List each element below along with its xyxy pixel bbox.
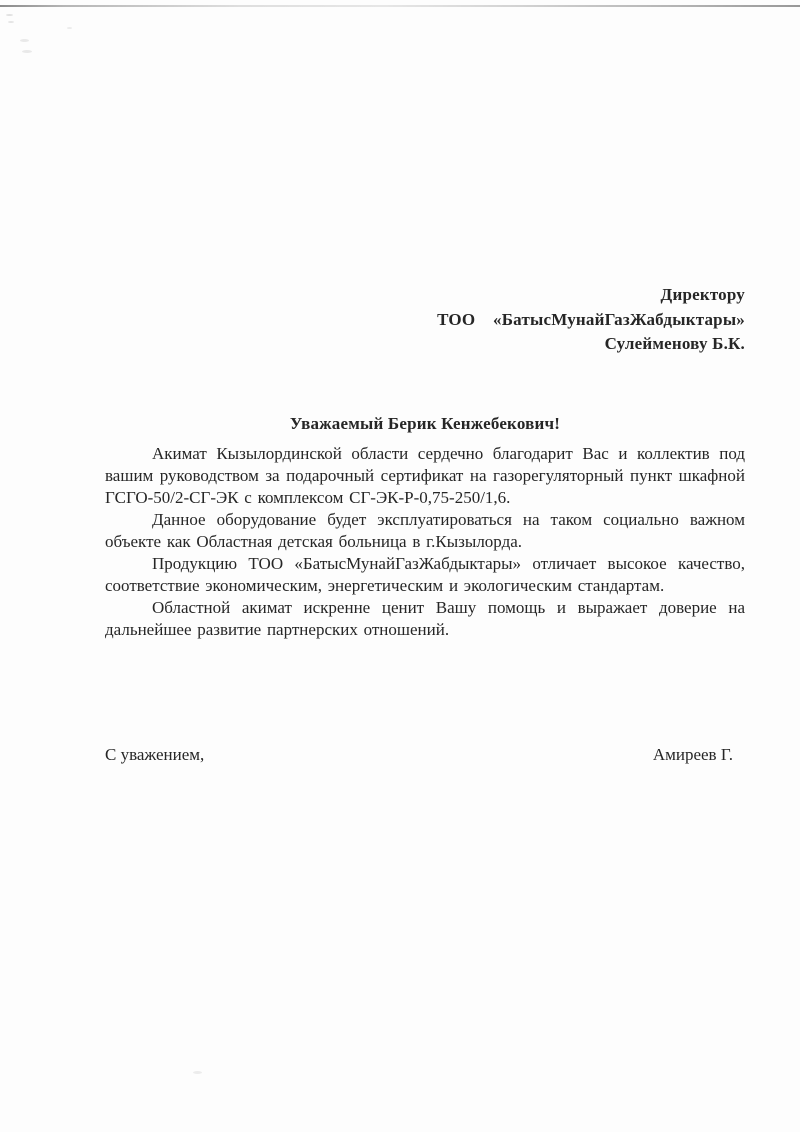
- recipient-title: Директору: [660, 285, 745, 304]
- recipient-person: Сулейменову Б.К.: [604, 334, 745, 353]
- scan-speck: [8, 21, 14, 23]
- scan-speck: [20, 39, 29, 42]
- letter-content: [105, 0, 745, 766]
- recipient-company: ТОО «БатысМунайГазЖабдыктары»: [437, 309, 745, 329]
- body-paragraph: Продукцию ТОО «БатысМунайГазЖабдыктары» отличает высокое качество, соответствие экономическим, энергетическим и экологическим стандартам.: [105, 553, 745, 595]
- scan-speck: [193, 1071, 202, 1074]
- signature-row: [105, 744, 745, 766]
- body-paragraph: Акимат Кызылординской области сердечно благодарит Вас и коллектив под вашим руководством за подарочный сертификат на газорегуляторный пункт шкафной ГСГО-50/2-СГ-ЭК с комплексом СГ-ЭК-Р-0,75-250/1,6.: [105, 443, 745, 507]
- signature-name: Амиреев Г.: [652, 744, 733, 764]
- scan-speck: [6, 14, 13, 16]
- recipient-block: [105, 283, 745, 357]
- scan-speck: [67, 27, 72, 29]
- salutation: Уважаемый Берик Кенжебекович!: [289, 413, 561, 433]
- scan-speck: [22, 50, 32, 53]
- body-paragraph: Областной акимат искренне ценит Вашу помощь и выражает доверие на дальнейшее развитие партнерских отношений.: [105, 597, 745, 639]
- letter-body: [105, 443, 745, 641]
- body-paragraph: Данное оборудование будет эксплуатироваться на таком социально важном объекте как Областная детская больница в г.Кызылорда.: [105, 509, 745, 551]
- signature-closing: С уважением,: [105, 744, 205, 764]
